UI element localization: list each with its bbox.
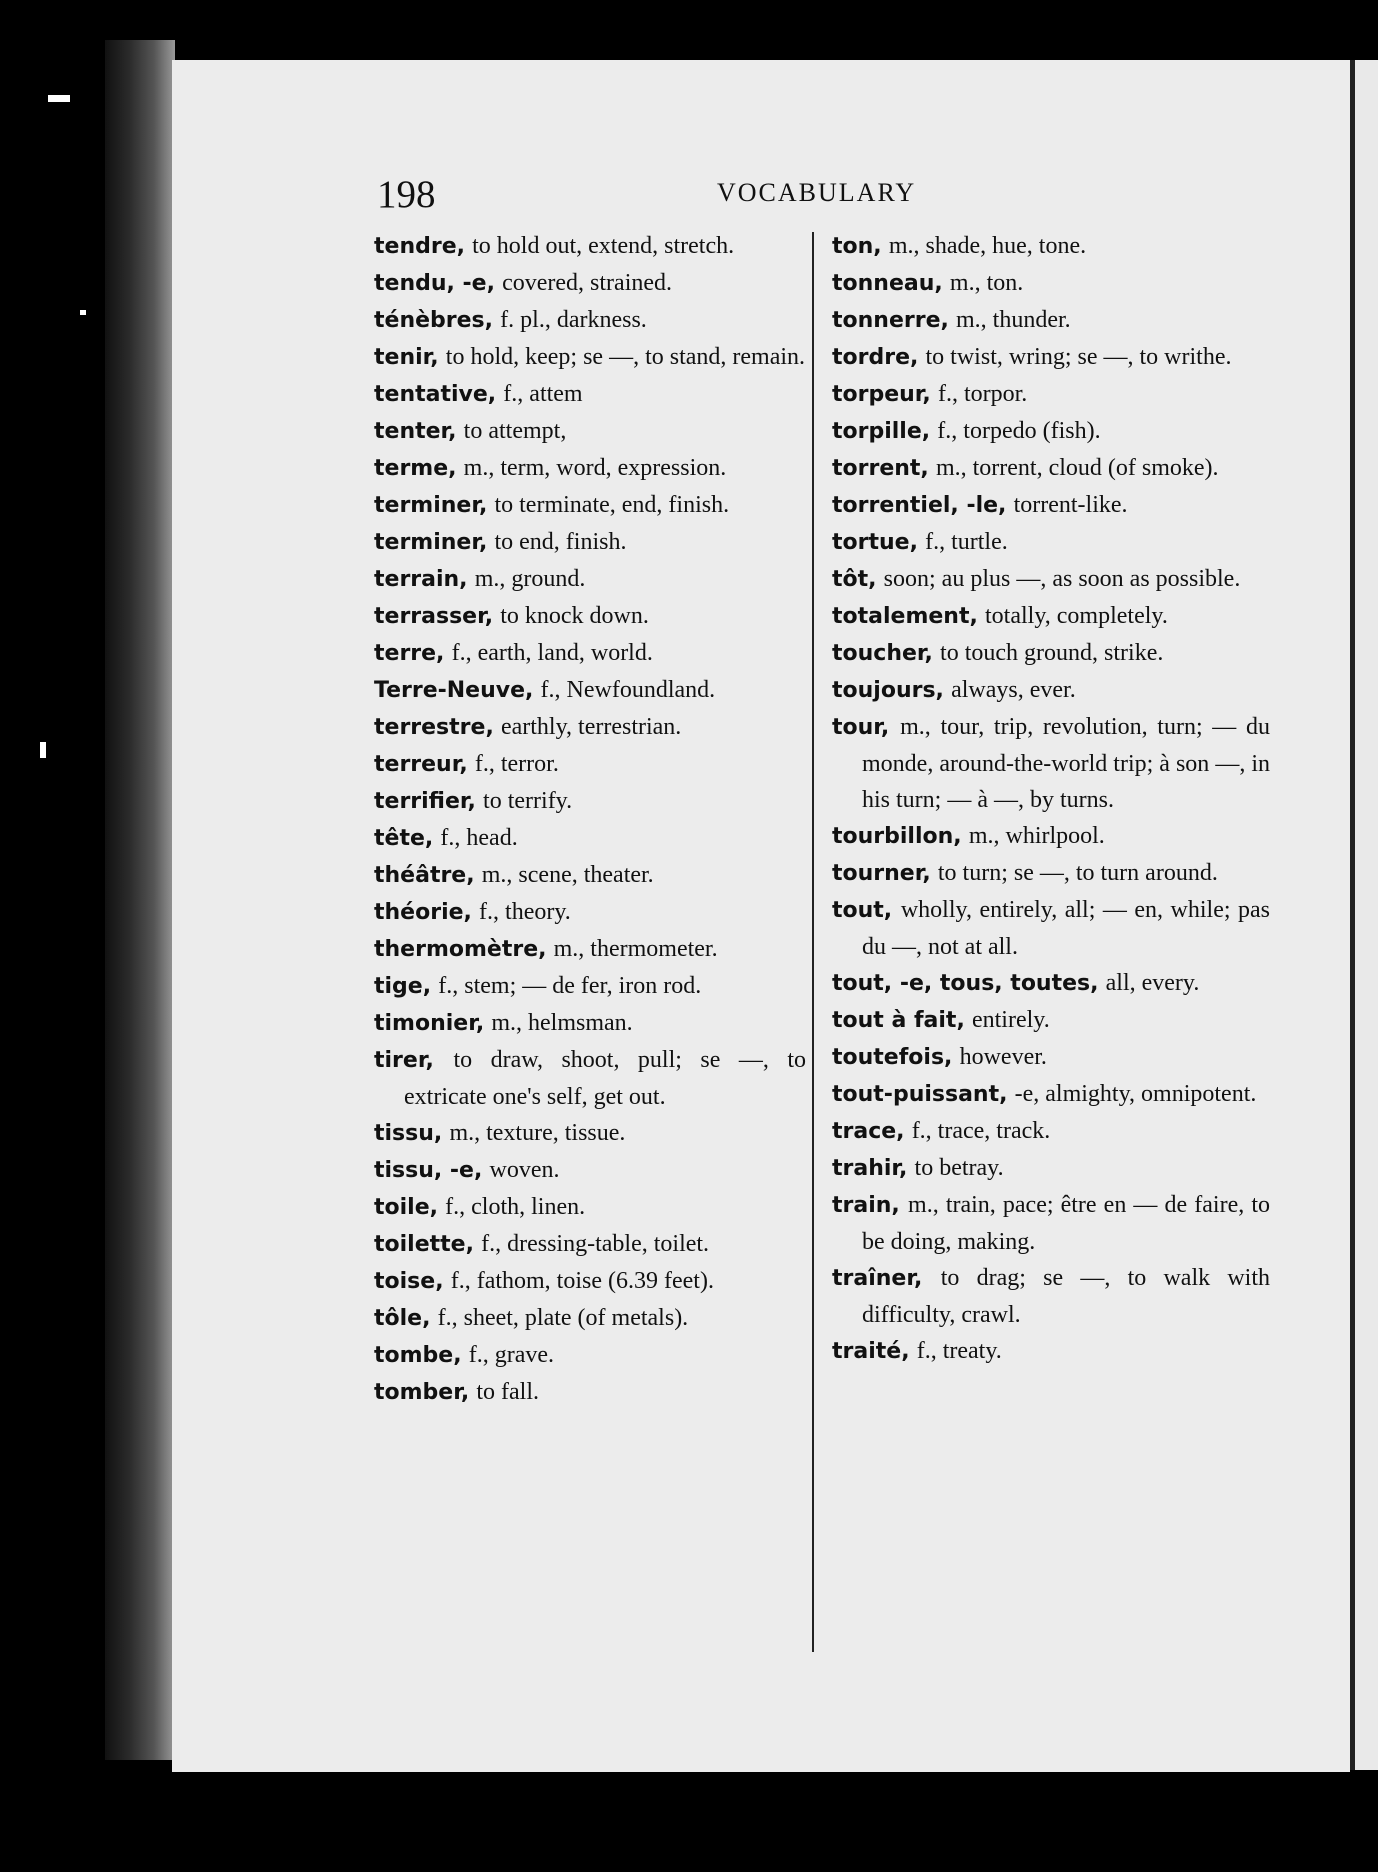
entry-headword: Terre-Neuve, [374, 678, 534, 703]
vocab-entry [832, 1260, 1270, 1333]
entry-definition: m., tour, trip, revolution, turn; — du monde, around-the-world trip; à son —, in his turn; — à —, by turns. [862, 714, 1271, 813]
entry-headword: tôt, [832, 567, 877, 592]
entry-headword: traité, [832, 1339, 910, 1364]
entry-headword: tonnerre, [832, 308, 949, 333]
entry-headword: torrentiel, -le, [832, 493, 1007, 518]
entry-definition: to draw, shoot, pull; se —, to extricate one's self, get out. [404, 1047, 806, 1110]
entry-definition: m., ton. [949, 270, 1024, 296]
entry-definition: soon; au plus —, as soon as possible. [883, 566, 1241, 592]
entry-headword: tendre, [374, 234, 465, 259]
entry-headword: ton, [832, 234, 882, 259]
vocab-entry [374, 635, 806, 672]
vocab-entry [374, 1005, 806, 1042]
entry-definition: totally, completely. [985, 603, 1168, 629]
facing-page-strip [1355, 60, 1378, 1770]
left-column [374, 228, 806, 1411]
entry-headword: thermomètre, [374, 937, 547, 962]
entry-definition: f., terror. [474, 751, 559, 777]
entry-definition: f., torpedo (fish). [937, 418, 1101, 444]
entry-definition: to drag; se —, to walk with difficulty, crawl. [862, 1265, 1271, 1328]
entry-headword: tour, [832, 715, 890, 740]
entry-definition: m., ground. [474, 566, 586, 592]
vocab-entry [374, 265, 806, 302]
entry-headword: théorie, [374, 900, 472, 925]
entry-headword: toucher, [832, 641, 933, 666]
scan-speck [40, 742, 46, 758]
vocab-entry [832, 672, 1270, 709]
entry-definition: earthly, terrestrian. [500, 714, 682, 740]
entry-definition: f., turtle. [925, 529, 1008, 555]
entry-definition: f., stem; — de fer, iron rod. [438, 973, 702, 999]
entry-definition: f., sheet, plate (of metals). [437, 1305, 689, 1331]
vocab-entry [374, 746, 806, 783]
vocab-entry [832, 339, 1270, 376]
entry-headword: tenir, [374, 345, 439, 370]
entry-definition: m., thunder. [956, 307, 1071, 333]
entry-headword: terrestre, [374, 715, 494, 740]
entry-headword: tige, [374, 974, 432, 999]
vocab-entry [374, 709, 806, 746]
entry-definition: to turn; se —, to turn around. [937, 860, 1218, 886]
vocab-entry [374, 820, 806, 857]
entry-headword: toutefois, [832, 1045, 953, 1070]
book-edge-shadow [105, 40, 175, 1760]
entry-definition: f., head. [440, 825, 518, 851]
entry-definition: f. pl., darkness. [500, 307, 647, 333]
column-divider [812, 232, 814, 1652]
book-page [172, 60, 1350, 1772]
entry-definition: f., earth, land, world. [451, 640, 653, 666]
entry-definition: f., fathom, toise (6.39 feet). [450, 1268, 714, 1294]
vocab-entry [374, 1263, 806, 1300]
entry-headword: terme, [374, 456, 457, 481]
entry-headword: tordre, [832, 345, 919, 370]
vocab-entry [832, 635, 1270, 672]
entry-definition: to attempt, [463, 418, 567, 444]
vocab-entry [374, 1226, 806, 1263]
entry-definition: to knock down. [500, 603, 649, 629]
entry-definition: f., torpor. [937, 381, 1028, 407]
entry-definition: f., treaty. [916, 1338, 1002, 1364]
entry-headword: torrent, [832, 456, 929, 481]
entry-definition: m., texture, tissue. [449, 1120, 626, 1146]
entry-definition: to end, finish. [494, 529, 627, 555]
entry-headword: tourner, [832, 861, 931, 886]
entry-headword: tortue, [832, 530, 918, 555]
running-head: VOCABULARY [717, 178, 917, 207]
vocab-entry [832, 965, 1270, 1002]
entry-definition: m., torrent, cloud (of smoke). [935, 455, 1219, 481]
entry-headword: timonier, [374, 1011, 485, 1036]
entry-definition: torrent-like. [1013, 492, 1128, 518]
vocab-entry [832, 561, 1270, 598]
vocab-entry [832, 1333, 1270, 1370]
entry-definition: to hold, keep; se —, to stand, remain. [445, 344, 806, 370]
entry-definition: covered, strained. [502, 270, 673, 296]
vocab-entry [374, 672, 806, 709]
vocab-entry [374, 857, 806, 894]
entry-headword: tissu, -e, [374, 1158, 483, 1183]
right-column [832, 228, 1270, 1370]
entry-headword: ténèbres, [374, 308, 493, 333]
entry-headword: totalement, [832, 604, 978, 629]
entry-definition: m., term, word, expression. [463, 455, 727, 481]
entry-headword: toise, [374, 1269, 444, 1294]
vocab-entry [832, 598, 1270, 635]
entry-definition: to terrify. [483, 788, 573, 814]
entry-headword: tomber, [374, 1380, 470, 1405]
entry-headword: terminer, [374, 530, 488, 555]
entry-headword: train, [832, 1193, 900, 1218]
entry-definition: always, ever. [951, 677, 1076, 703]
entry-headword: torpille, [832, 419, 931, 444]
vocab-entry [374, 487, 806, 524]
vocab-entry [832, 524, 1270, 561]
vocab-entry [374, 413, 806, 450]
vocab-entry [832, 855, 1270, 892]
entry-headword: terrain, [374, 567, 468, 592]
vocab-entry [832, 892, 1270, 965]
entry-headword: trahir, [832, 1156, 908, 1181]
entry-definition: woven. [489, 1157, 560, 1183]
vocab-entry [832, 376, 1270, 413]
vocab-entry [374, 1189, 806, 1226]
entry-definition: m., thermometer. [553, 936, 718, 962]
entry-definition: to betray. [914, 1155, 1004, 1181]
vocab-entry [832, 1039, 1270, 1076]
entry-definition: all, every. [1105, 970, 1200, 996]
entry-definition: wholly, entirely, all; — en, while; pas du —, not at all. [862, 897, 1271, 960]
vocab-entry [374, 450, 806, 487]
scan-speck [48, 95, 70, 102]
entry-headword: tenter, [374, 419, 457, 444]
vocab-entry [832, 818, 1270, 855]
entry-definition: f., trace, track. [911, 1118, 1051, 1144]
vocab-entry [832, 1076, 1270, 1113]
vocab-entry [374, 598, 806, 635]
entry-headword: terreur, [374, 752, 468, 777]
vocab-entry [374, 524, 806, 561]
vocab-entry [832, 302, 1270, 339]
entry-definition: f., dressing-table, toilet. [481, 1231, 710, 1257]
page-number: 198 [377, 173, 436, 216]
entry-headword: toujours, [832, 678, 944, 703]
entry-headword: tout-puissant, [832, 1082, 1008, 1107]
vocab-entry [374, 1337, 806, 1374]
vocab-entry [832, 1113, 1270, 1150]
entry-definition: however. [959, 1044, 1047, 1070]
vocab-entry [832, 709, 1270, 818]
entry-headword: théâtre, [374, 863, 475, 888]
entry-definition: f., Newfoundland. [540, 677, 716, 703]
vocab-entry [374, 339, 806, 376]
entry-definition: -e, almighty, omnipotent. [1014, 1081, 1257, 1107]
vocab-entry [374, 1042, 806, 1115]
entry-definition: f., grave. [468, 1342, 555, 1368]
entry-headword: terrasser, [374, 604, 494, 629]
vocab-entry [832, 450, 1270, 487]
vocab-entry [832, 228, 1270, 265]
entry-definition: to fall. [476, 1379, 540, 1405]
entry-headword: tête, [374, 826, 434, 851]
entry-definition: m., scene, theater. [481, 862, 654, 888]
entry-headword: tissu, [374, 1121, 443, 1146]
entry-headword: tentative, [374, 382, 497, 407]
entry-definition: m., helmsman. [491, 1010, 633, 1036]
entry-definition: to hold out, extend, stretch. [472, 233, 735, 259]
entry-definition: f., theory. [479, 899, 571, 925]
entry-headword: tout, -e, tous, toutes, [832, 971, 1099, 996]
entry-headword: terrifier, [374, 789, 476, 814]
vocab-entry [374, 1374, 806, 1411]
entry-headword: tombe, [374, 1343, 462, 1368]
entry-headword: tonneau, [832, 271, 943, 296]
vocab-entry [832, 1002, 1270, 1039]
entry-headword: tout, [832, 898, 893, 923]
entry-headword: tendu, -e, [374, 271, 495, 296]
entry-headword: terminer, [374, 493, 488, 518]
vocab-entry [374, 228, 806, 265]
entry-headword: tirer, [374, 1048, 434, 1073]
entry-headword: tôle, [374, 1306, 431, 1331]
vocab-entry [832, 1187, 1270, 1260]
vocab-entry [374, 302, 806, 339]
vocab-entry [374, 931, 806, 968]
entry-headword: terre, [374, 641, 445, 666]
entry-definition: entirely. [971, 1007, 1050, 1033]
entry-headword: trace, [832, 1119, 905, 1144]
entry-definition: f., cloth, linen. [445, 1194, 586, 1220]
vocab-entry [832, 413, 1270, 450]
vocab-entry [832, 487, 1270, 524]
entry-headword: torpeur, [832, 382, 931, 407]
vocab-entry [374, 561, 806, 598]
entry-definition: m., whirlpool. [968, 823, 1105, 849]
vocab-entry [374, 1300, 806, 1337]
entry-definition: m., shade, hue, tone. [888, 233, 1087, 259]
vocab-entry [374, 1115, 806, 1152]
vocab-entry [374, 968, 806, 1005]
vocab-entry [374, 894, 806, 931]
entry-headword: tourbillon, [832, 824, 962, 849]
scan-speck [80, 310, 86, 315]
entry-headword: toilette, [374, 1232, 474, 1257]
vocab-entry [832, 265, 1270, 302]
vocab-entry [374, 1152, 806, 1189]
entry-definition: to twist, wring; se —, to writhe. [925, 344, 1232, 370]
vocab-entry [832, 1150, 1270, 1187]
entry-headword: tout à fait, [832, 1008, 965, 1033]
entry-headword: traîner, [832, 1266, 923, 1291]
vocab-entry [374, 783, 806, 820]
entry-definition: m., train, pace; être en — de faire, to be doing, making. [862, 1192, 1271, 1255]
vocab-entry [374, 376, 806, 413]
entry-headword: toile, [374, 1195, 438, 1220]
entry-definition: to terminate, end, finish. [494, 492, 730, 518]
entry-definition: to touch ground, strike. [940, 640, 1164, 666]
entry-definition: f., attem [503, 381, 583, 407]
